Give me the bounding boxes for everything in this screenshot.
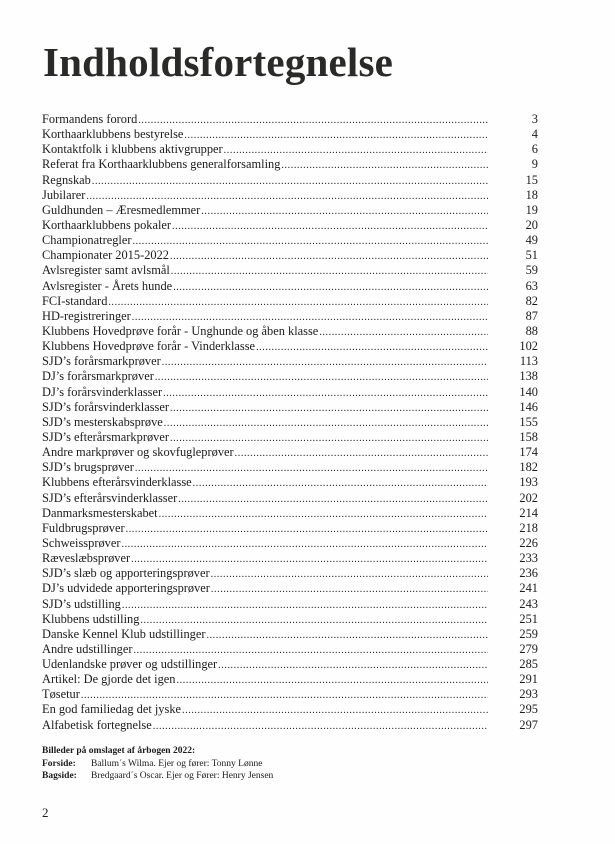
table-of-contents [42,112,538,733]
back-cover-label: Bagside: [42,771,77,781]
toc-entry-page: 279 [519,641,538,656]
toc-entry-page: 291 [519,672,538,687]
toc-dot-leader [159,506,488,522]
toc-dot-leader [170,430,488,446]
toc-dot-leader [170,400,488,416]
toc-entry [42,369,538,384]
toc-entry-page: 88 [525,323,538,338]
toc-entry [42,233,538,248]
toc-entry [42,188,538,203]
toc-entry [42,687,538,702]
toc-entry [42,702,538,717]
toc-entry-page: 243 [519,596,538,611]
toc-entry-title: FCI-standard [42,293,108,308]
toc-entry-page: 63 [525,278,538,293]
toc-entry-page: 214 [519,505,538,520]
toc-entry-title: Andre markprøver og skovfugleprøver [42,445,234,460]
toc-entry [42,521,538,536]
toc-entry [42,566,538,581]
toc-dot-leader [126,521,488,537]
cover-credits-heading: Billeder på omslaget af årbogen 2022: [42,746,196,756]
toc-entry-title: SJD’s efterårsmarkprøver [42,429,169,444]
toc-entry-page: 9 [531,157,538,172]
toc-entry-title: Championater 2015-2022 [42,248,169,263]
toc-entry-page: 4 [531,127,538,142]
toc-dot-leader [134,642,488,658]
toc-entry-title: En god familiedag det jyske [42,702,182,717]
toc-entry-page: 251 [519,611,538,626]
toc-entry-title: Avlsregister - Årets hunde [42,278,173,293]
toc-dot-leader [135,460,488,476]
toc-entry-title: Tøsetur [42,687,80,702]
toc-dot-leader [132,309,488,325]
toc-entry [42,385,538,400]
toc-dot-leader [211,566,488,582]
toc-entry [42,157,538,172]
toc-entry-page: 174 [519,445,538,460]
toc-entry-title: Avlsregister samt avlsmål [42,263,170,278]
toc-entry-page: 18 [525,187,538,202]
toc-entry-page: 87 [525,308,538,323]
toc-entry-page: 182 [519,460,538,475]
toc-entry [42,324,538,339]
page-number: 2 [42,805,49,820]
toc-entry-page: 138 [519,369,538,384]
toc-entry [42,460,538,475]
toc-dot-leader [182,702,488,718]
toc-entry-page: 49 [525,233,538,248]
toc-dot-leader [177,672,488,688]
toc-entry-page: 295 [519,702,538,717]
toc-entry [42,173,538,188]
toc-dot-leader [201,203,488,219]
toc-entry-title: Artikel: De gjorde det igen [42,672,176,687]
toc-entry-title: Klubbens udstilling [42,611,140,626]
toc-entry-title: Championatregler [42,233,132,248]
toc-entry-title: Danmarksmesterskabet [42,505,158,520]
toc-entry-page: 15 [525,172,538,187]
front-cover-credit [42,758,273,771]
toc-dot-leader [155,369,488,385]
toc-entry-page: 158 [519,429,538,444]
toc-entry-title: Kontaktfolk i klubbens aktivgrupper [42,142,223,157]
toc-entry-page: 236 [519,566,538,581]
toc-entry-page: 19 [525,202,538,217]
toc-entry-title: DJ’s udvidede apporteringsprøver [42,581,210,596]
toc-entry-page: 293 [519,687,538,702]
toc-dot-leader [184,127,488,143]
toc-entry-title: Schweissprøver [42,535,121,550]
toc-entry-title: SJD’s forårsmarkprøver [42,354,161,369]
toc-entry [42,612,538,627]
toc-entry-page: 146 [519,399,538,414]
toc-entry-page: 102 [519,339,538,354]
toc-entry-title: Udenlandske prøver og udstillinger [42,657,218,672]
toc-dot-leader [162,354,488,370]
toc-entry-page: 233 [519,551,538,566]
front-cover-label: Forside: [42,758,76,769]
toc-entry-title: Fuldbrugsprøver [42,520,125,535]
toc-entry [42,294,538,309]
toc-entry-title: Danske Kennel Klub udstillinger [42,626,206,641]
toc-dot-leader [193,475,488,491]
toc-dot-leader [153,718,488,734]
toc-dot-leader [218,657,488,673]
toc-entry-title: Guldhunden – Æresmedlemmer [42,202,201,217]
toc-entry-page: 51 [525,248,538,263]
toc-entry-page: 193 [519,475,538,490]
toc-entry [42,536,538,551]
toc-entry-page: 155 [519,414,538,429]
toc-entry-title: Klubbens Hovedprøve forår - Unghunde og åben klasse [42,323,319,338]
toc-dot-leader [92,173,488,189]
toc-entry-page: 113 [519,354,538,369]
toc-entry-title: Referat fra Korthaarklubbens generalforsamling [42,157,281,172]
toc-entry [42,430,538,445]
back-cover-text: Bredgaard´s Oscar. Ejer og Fører: Henry Jensen [91,771,274,781]
toc-entry-page: 241 [519,581,538,596]
toc-entry-title: Alfabetisk fortegnelse [42,717,152,732]
toc-entry [42,475,538,490]
toc-entry-page: 202 [519,490,538,505]
toc-entry [42,263,538,278]
toc-entry-page: 140 [519,384,538,399]
toc-dot-leader [138,112,488,128]
toc-entry-page: 6 [531,142,538,157]
toc-entry-page: 3 [531,112,538,126]
toc-entry [42,581,538,596]
toc-entry-page: 20 [525,217,538,232]
toc-dot-leader [164,415,488,431]
toc-dot-leader [163,385,488,401]
toc-entry [42,127,538,142]
toc-entry-title: Regnskab [42,172,91,187]
toc-dot-leader [206,627,488,643]
page-title: Indholdsfortegnelse [43,39,394,85]
toc-dot-leader [178,491,488,507]
toc-dot-leader [131,551,488,567]
front-cover-text: Ballum´s Wilma. Ejer og fører: Tonny Lønne [91,758,263,769]
toc-dot-leader [132,233,488,249]
toc-entry [42,400,538,415]
toc-entry [42,506,538,521]
toc-entry-title: DJ’s forårsmarkprøver [42,369,154,384]
toc-entry [42,445,538,460]
toc-dot-leader [256,339,488,355]
toc-entry-page: 297 [519,717,538,732]
toc-entry [42,597,538,612]
toc-entry-title: SJD’s efterårsvinderklasser [42,490,178,505]
toc-entry-title: Formandens forord [42,112,138,126]
toc-entry [42,672,538,687]
toc-entry [42,248,538,263]
toc-entry [42,112,538,127]
toc-entry-title: Andre udstillinger [42,641,133,656]
back-cover-credit [42,770,273,783]
toc-entry-page: 218 [519,520,538,535]
toc-dot-leader [235,445,488,461]
toc-entry [42,551,538,566]
toc-dot-leader [171,263,488,279]
toc-dot-leader [121,536,488,552]
toc-dot-leader [173,279,488,295]
toc-entry-title: SJD’s slæb og apporteringsprøver [42,566,210,581]
toc-entry [42,142,538,157]
toc-entry-page: 59 [525,263,538,278]
toc-entry-page: 285 [519,657,538,672]
toc-entry-title: SJD’s forårsvinderklasser [42,399,169,414]
toc-entry-title: Klubbens Hovedprøve forår - Vinderklasse [42,339,256,354]
toc-dot-leader [224,142,488,158]
toc-dot-leader [172,218,488,234]
toc-entry-title: Ræveslæbsprøver [42,551,131,566]
toc-entry [42,718,538,733]
toc-entry-title: SJD’s udstilling [42,596,121,611]
toc-entry-title: SJD’s brugsprøver [42,460,134,475]
toc-entry-title: DJ’s forårsvinderklasser [42,384,163,399]
toc-entry [42,657,538,672]
toc-entry-title: HD-registreringer [42,308,131,323]
toc-entry-page: 226 [519,535,538,550]
toc-entry [42,339,538,354]
toc-entry [42,642,538,657]
toc-entry-title: SJD’s mesterskabsprøve [42,414,163,429]
toc-dot-leader [319,324,488,340]
toc-dot-leader [281,157,488,173]
toc-dot-leader [140,612,488,628]
cover-photo-credits [42,745,273,783]
toc-entry [42,279,538,294]
toc-entry [42,491,538,506]
toc-entry-title: Klubbens efterårsvinderklasse [42,475,192,490]
toc-entry [42,203,538,218]
toc-entry-title: Korthaarklubbens pokaler [42,217,172,232]
toc-dot-leader [108,294,488,310]
toc-entry-page: 259 [519,626,538,641]
toc-entry-page: 82 [525,293,538,308]
toc-entry [42,415,538,430]
toc-entry [42,218,538,233]
toc-dot-leader [170,248,488,264]
toc-dot-leader [211,581,488,597]
toc-entry [42,354,538,369]
toc-dot-leader [122,597,488,613]
toc-entry [42,627,538,642]
toc-entry-title: Jubilarer [42,187,86,202]
toc-dot-leader [81,687,488,703]
toc-entry-title: Korthaarklubbens bestyrelse [42,127,184,142]
toc-dot-leader [86,188,488,204]
toc-entry [42,309,538,324]
